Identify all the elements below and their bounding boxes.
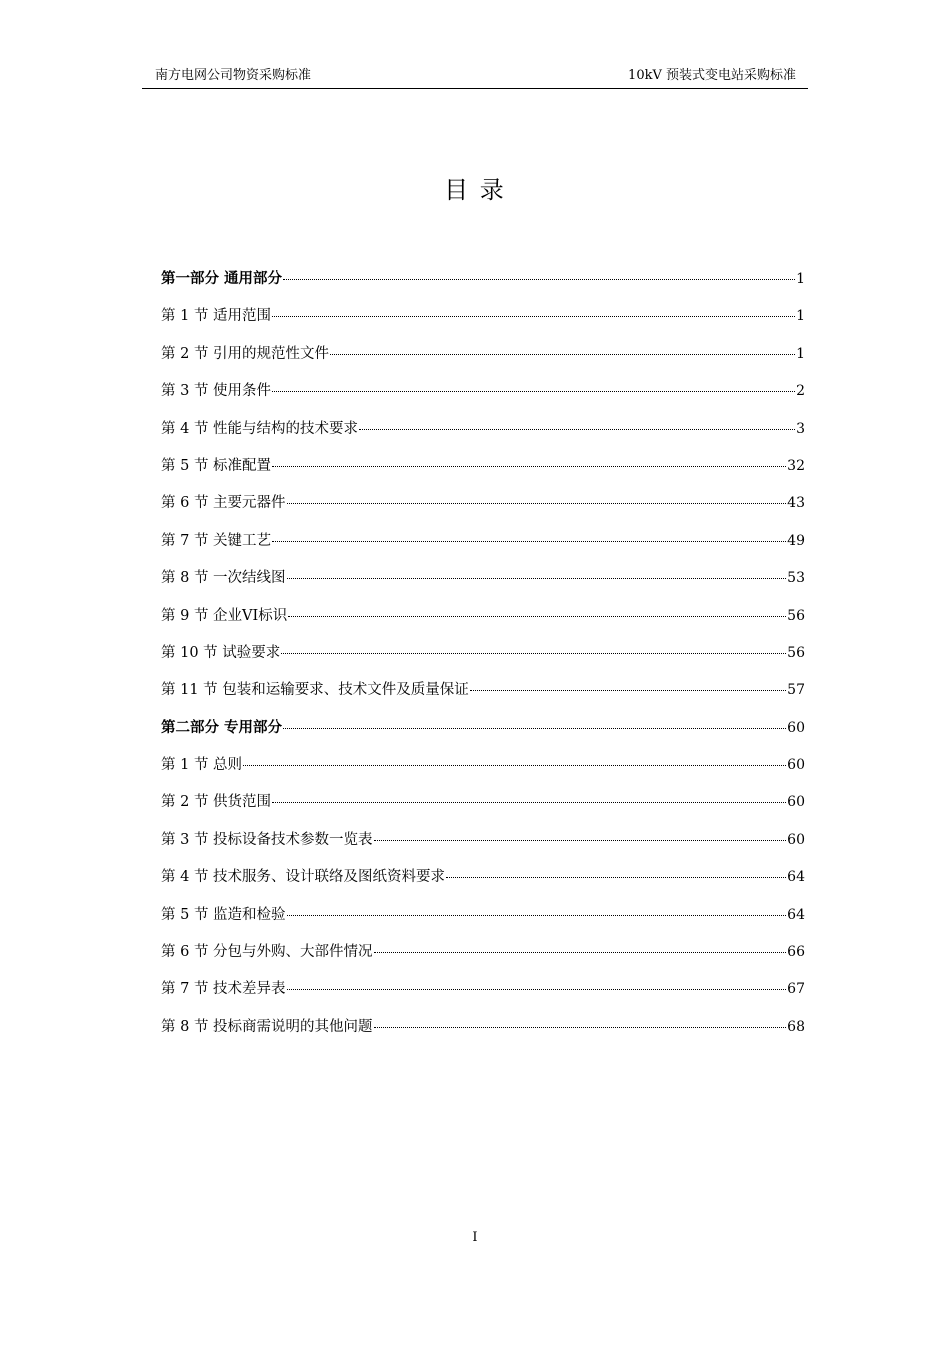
- toc-entry-label: 第 1 节 适用范围: [161, 308, 272, 325]
- toc-dot-leader: [359, 429, 795, 430]
- toc-part-entry[interactable]: [161, 265, 805, 302]
- toc-dot-leader: [374, 952, 787, 953]
- toc-entry-page: 2: [796, 383, 805, 400]
- toc-dot-leader: [374, 1027, 787, 1028]
- toc-section-entry[interactable]: [161, 788, 805, 825]
- toc-section-entry[interactable]: [161, 602, 805, 639]
- toc-entry-page: 68: [787, 1018, 805, 1035]
- table-of-contents: [161, 265, 805, 1050]
- toc-dot-leader: [287, 915, 787, 916]
- toc-entry-label: 第 9 节 企业VI标识: [161, 607, 288, 624]
- header-right-text: 10kV 预装式变电站采购标准: [628, 68, 796, 83]
- page-header: [142, 66, 808, 89]
- toc-dot-leader: [287, 578, 787, 579]
- toc-entry-page: 60: [787, 757, 805, 774]
- toc-entry-page: 53: [787, 570, 805, 587]
- toc-entry-page: 60: [787, 831, 805, 848]
- toc-dot-leader: [272, 802, 786, 803]
- toc-entry-label: 第 6 节 分包与外购、大部件情况: [161, 944, 373, 961]
- toc-entry-label: 第 4 节 性能与结构的技术要求: [161, 420, 359, 437]
- toc-dot-leader: [330, 354, 795, 355]
- toc-dot-leader: [374, 840, 787, 841]
- toc-entry-page: 32: [787, 457, 805, 474]
- toc-entry-label: 第 11 节 包装和运输要求、技术文件及质量保证: [161, 682, 469, 699]
- toc-entry-page: 56: [787, 607, 805, 624]
- toc-entry-label: 第 2 节 引用的规范性文件: [161, 345, 330, 362]
- toc-entry-page: 43: [787, 495, 805, 512]
- toc-entry-label: 第 10 节 试验要求: [161, 644, 281, 661]
- toc-dot-leader: [283, 728, 786, 729]
- footer-page-number: I: [472, 1230, 478, 1245]
- toc-dot-leader: [272, 391, 795, 392]
- toc-section-entry[interactable]: [161, 639, 805, 676]
- toc-entry-label: 第 8 节 一次结线图: [161, 570, 286, 587]
- toc-dot-leader: [283, 279, 795, 280]
- toc-entry-page: 66: [787, 944, 805, 961]
- toc-section-entry[interactable]: [161, 863, 805, 900]
- toc-entry-page: 60: [787, 794, 805, 811]
- toc-entry-page: 1: [796, 271, 805, 287]
- toc-entry-label: 第 7 节 技术差异表: [161, 981, 286, 998]
- toc-dot-leader: [446, 877, 786, 878]
- toc-entry-page: 56: [787, 644, 805, 661]
- toc-entry-label: 第 3 节 投标设备技术参数一览表: [161, 831, 373, 848]
- header-left-text: 南方电网公司物资采购标准: [155, 68, 312, 83]
- toc-entry-page: 60: [787, 719, 805, 736]
- toc-section-entry[interactable]: [161, 302, 805, 339]
- toc-section-entry[interactable]: [161, 415, 805, 452]
- toc-dot-leader: [272, 316, 795, 317]
- toc-section-entry[interactable]: [161, 938, 805, 975]
- toc-entry-label: 第 5 节 标准配置: [161, 457, 272, 474]
- toc-entry-label: 第 1 节 总则: [161, 757, 243, 774]
- toc-entry-label: 第 2 节 供货范围: [161, 794, 272, 811]
- toc-entry-page: 64: [787, 906, 805, 923]
- toc-section-entry[interactable]: [161, 975, 805, 1012]
- toc-entry-label: 第 7 节 关键工艺: [161, 532, 272, 549]
- toc-section-entry[interactable]: [161, 564, 805, 601]
- toc-dot-leader: [287, 503, 787, 504]
- toc-title: 目 录: [444, 176, 506, 204]
- toc-entry-page: 67: [787, 981, 805, 998]
- toc-entry-label: 第一部分 通用部分: [161, 270, 283, 287]
- toc-entry-label: 第 6 节 主要元器件: [161, 495, 286, 512]
- toc-entry-page: 57: [787, 682, 805, 699]
- toc-entry-label: 第 4 节 技术服务、设计联络及图纸资料要求: [161, 869, 446, 886]
- toc-entry-label: 第二部分 专用部分: [161, 718, 283, 736]
- toc-section-entry[interactable]: [161, 340, 805, 377]
- toc-entry-page: 1: [796, 308, 805, 325]
- toc-dot-leader: [288, 616, 786, 617]
- toc-section-entry[interactable]: [161, 1013, 805, 1050]
- toc-dot-leader: [272, 466, 786, 467]
- toc-entry-page: 49: [787, 532, 805, 549]
- toc-dot-leader: [281, 653, 786, 654]
- toc-entry-page: 3: [796, 420, 805, 437]
- toc-dot-leader: [272, 541, 786, 542]
- toc-dot-leader: [470, 690, 786, 691]
- toc-entry-label: 第 3 节 使用条件: [161, 383, 272, 400]
- toc-dot-leader: [287, 989, 787, 990]
- toc-part-entry[interactable]: [161, 714, 805, 751]
- toc-section-entry[interactable]: [161, 751, 805, 788]
- toc-entry-label: 第 8 节 投标商需说明的其他问题: [161, 1018, 373, 1035]
- toc-section-entry[interactable]: [161, 489, 805, 526]
- toc-section-entry[interactable]: [161, 452, 805, 489]
- toc-dot-leader: [243, 765, 786, 766]
- toc-entry-label: 第 5 节 监造和检验: [161, 906, 286, 923]
- toc-entry-page: 64: [787, 869, 805, 886]
- toc-section-entry[interactable]: [161, 377, 805, 414]
- toc-section-entry[interactable]: [161, 826, 805, 863]
- toc-entry-page: 1: [796, 345, 805, 362]
- toc-section-entry[interactable]: [161, 676, 805, 713]
- toc-section-entry[interactable]: [161, 901, 805, 938]
- toc-section-entry[interactable]: [161, 527, 805, 564]
